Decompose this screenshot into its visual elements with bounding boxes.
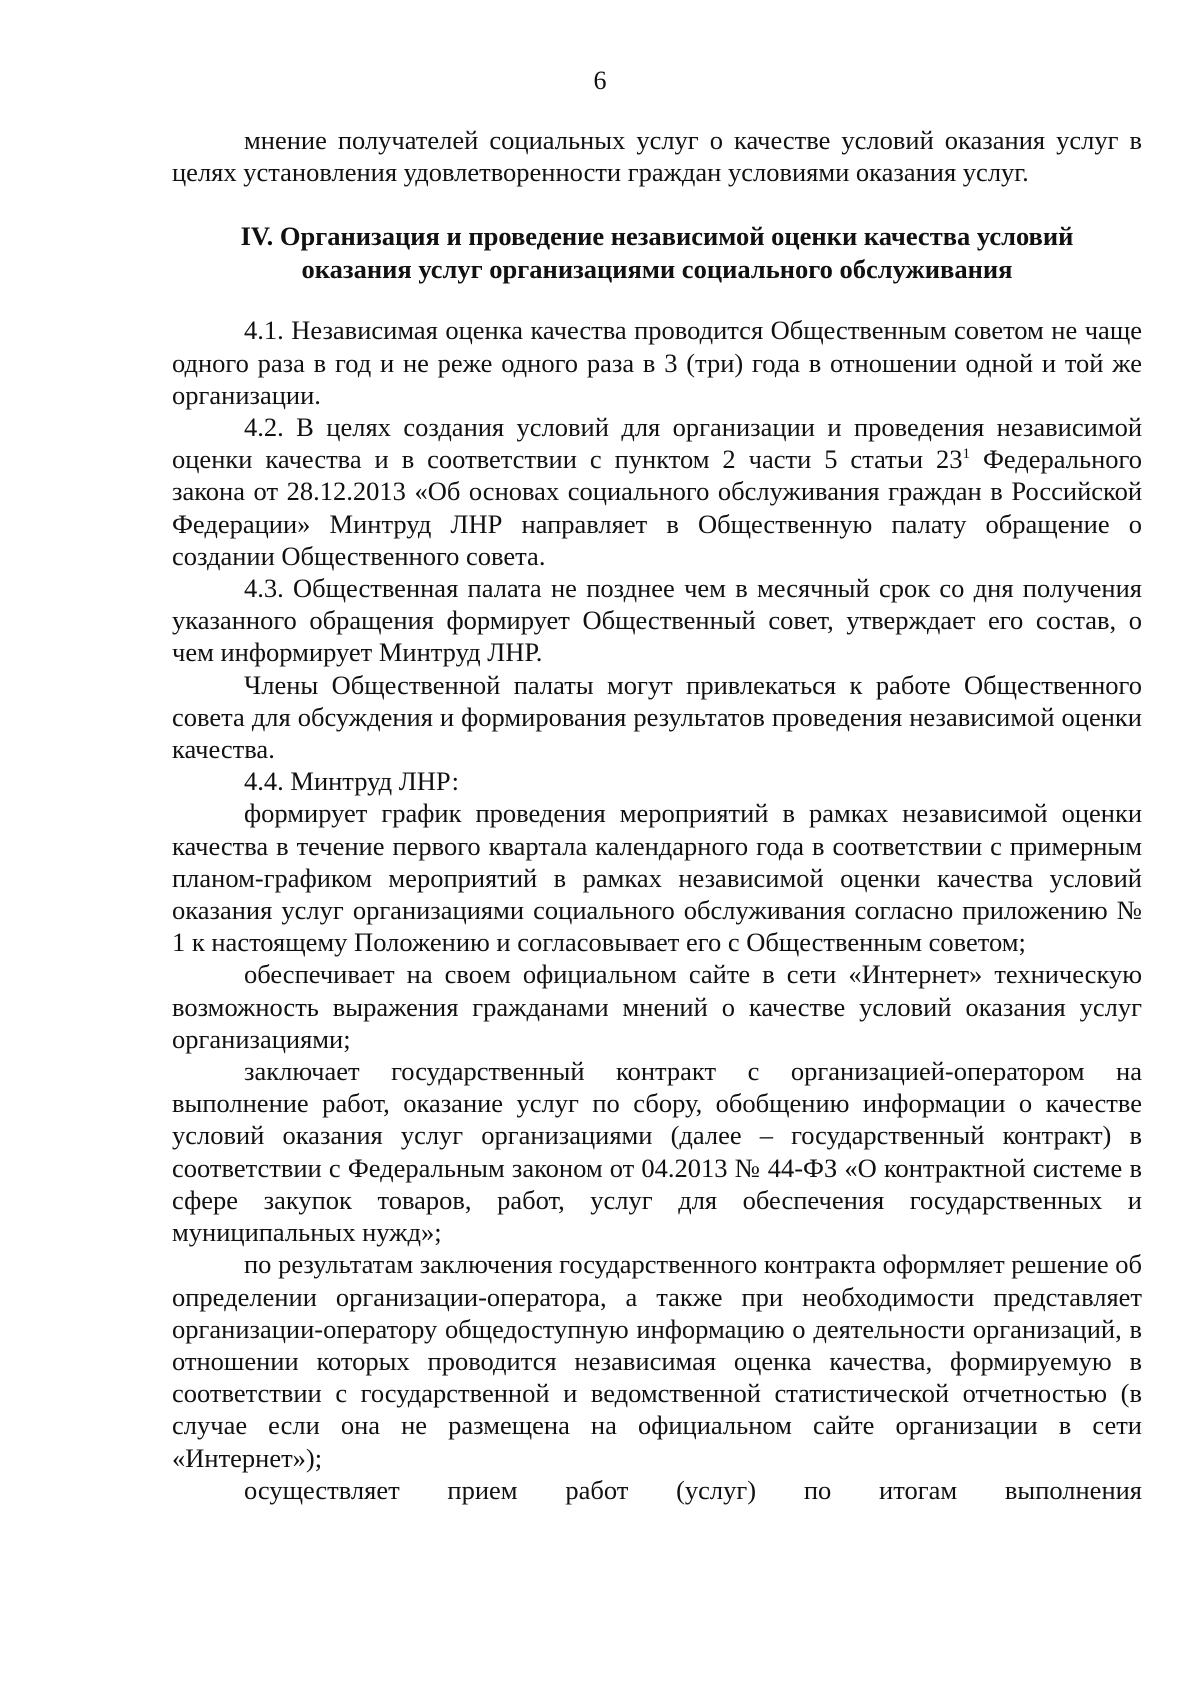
superscript-footnote: 1 <box>962 446 970 463</box>
paragraph-4-3: 4.3. Общественная палата не позднее чем в месячный срок со дня получения указанного обращения формирует Общественный совет, утверждает его состав, о чем информирует Минтруд ЛНР. <box>172 573 1142 668</box>
paragraph-website: обеспечивает на своем официальном сайте в сети «Интернет» техническую возможность выражения гражданами мнений о качестве условий оказания услуг организациями; <box>172 959 1142 1054</box>
intro-paragraph: мнение получателей социальных услуг о качестве условий оказания услуг в целях установления удовлетворенности граждан условиями оказания услуг. <box>172 125 1142 188</box>
paragraph-members: Члены Общественной палаты могут привлекаться к работе Общественного совета для обсуждения и формирования результатов проведения независимой оценки качества. <box>172 669 1142 765</box>
paragraph-4-1: 4.1. Независимая оценка качества проводится Общественным советом не чаще одного раза в год и не реже одного раза в 3 (три) года в отношении одной и той же организации. <box>172 315 1142 410</box>
paragraph-schedule: формирует график проведения мероприятий в рамках независимой оценки качества в течение первого квартала календарного года в соответствии с примерным планом-графиком мероприятий в рамках независимой оценки качества условий оказания услуг организациями социального обслуживания согласно приложению № 1 к настоящему Положению и согласовывает его с Общественным советом; <box>172 798 1142 958</box>
document-body <box>172 124 1142 1506</box>
paragraph-accept: осуществляет прием работ (услуг) по итогам выполнения <box>244 1474 1142 1505</box>
paragraph-operator: по результатам заключения государственного контракта оформляет решение об определении организации-оператора, а также при необходимости представляет организации-оператору общедоступную информацию о деятельности организаций, в отношении которых проводится независимая оценка качества, формируемую в соответствии с государственной и ведомственной статистической отчетностью (в случае если она не размещена на официальном сайте организации в сети «Интернет»); <box>172 1249 1142 1473</box>
section-heading: IV. Организация и проведение независимой оценки качества условий оказания услуг организациями социального обслуживания <box>240 221 1074 284</box>
paragraph-4-2-text-end: Федерального закона от 28.12.2013 «Об основах социального обслуживания граждан в Российской Федерации» Минтруд ЛНР направляет в Общественную палату обращение о создании Общественного совета. <box>172 444 1143 571</box>
paragraph-contract: заключает государственный контракт с организацией-оператором на выполнение работ, оказание услуг по сбору, обобщению информации о качестве условий оказания услуг организациями (далее – государственный контракт) в соответствии с Федеральным законом от 04.2013 № 44-ФЗ «О контрактной системе в сфере закупок товаров, работ, услуг для обеспечения государственных и муниципальных нужд»; <box>172 1056 1142 1248</box>
paragraph-4-4: 4.4. Минтруд ЛНР: <box>244 766 459 797</box>
page-number: 6 <box>593 66 607 95</box>
paragraph-4-2 <box>172 411 1142 572</box>
paragraph-4-2-text-start: 4.2. В целях создания условий для организации и проведения независимой оценки качества и в соответствии с пунктом 2 части 5 статьи 23 <box>172 412 1142 475</box>
